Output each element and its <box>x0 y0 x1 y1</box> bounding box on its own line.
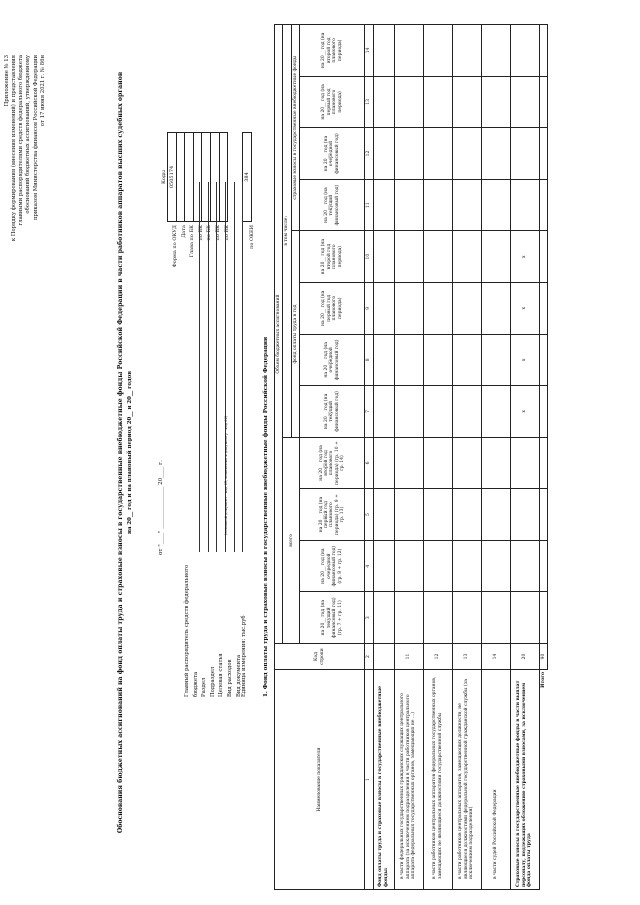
value-cell <box>481 386 510 438</box>
value-cell <box>481 25 510 77</box>
volume-header: Объем бюджетных ассигнований <box>275 25 283 644</box>
value-cell <box>394 437 423 489</box>
total-cell <box>539 128 547 180</box>
value-cell: x <box>510 282 539 334</box>
value-cell <box>394 231 423 283</box>
value-cell <box>452 128 481 180</box>
unit-of-measure: Единица измерения: тыс.руб <box>241 615 247 697</box>
value-cell <box>423 25 452 77</box>
code-label: Дата <box>180 225 187 238</box>
value-cell <box>452 76 481 128</box>
codes-header: Коды <box>160 170 167 184</box>
value-cell <box>394 489 423 541</box>
appendix-line: обоснований бюджетных ассигнований, утвержденному <box>25 55 32 214</box>
value-cell <box>452 282 481 334</box>
value-cell <box>373 25 394 77</box>
document-title: Обоснования бюджетных ассигнований на фонд оплаты труда и страховые взносы в государственные внебюджетные фонды Российской Федерации в части работников аппаратов высших судебных органов <box>117 71 124 834</box>
row-name: Фонд оплаты труда и страховые взносы в государственные внебюджетные фонды: <box>373 670 394 890</box>
value-cell <box>510 128 539 180</box>
year-header: на 20__ год (на первый год планового периода) (гр. 9 + гр. 13) <box>300 489 365 541</box>
header-field-label: Главный распорядитель средств федерального бюджета <box>184 564 199 697</box>
column-number: 4 <box>365 540 373 592</box>
value-cell <box>373 128 394 180</box>
value-cell <box>423 282 452 334</box>
column-number: 5 <box>365 489 373 541</box>
code-label: по БК <box>197 225 204 241</box>
row-code: 12 <box>423 644 452 670</box>
insurance-header: страховые взносы в государственные внебюджетные фонды <box>291 25 299 231</box>
okei-value: 384 <box>243 133 252 222</box>
header-field-row <box>200 182 209 697</box>
row-name: в части работников центральных аппаратов, замещающих должности, не являющиеся должностями федеральной государственной гражданской службы (за исключением подразделения) <box>452 670 481 890</box>
value-cell <box>394 282 423 334</box>
year-header: на 20__ год (на второй год планового периода) <box>300 25 365 77</box>
value-cell <box>481 231 510 283</box>
value-cell <box>373 437 394 489</box>
total-label: Итого <box>540 672 546 688</box>
code-label: по БК <box>206 225 213 241</box>
column-number: 6 <box>365 437 373 489</box>
code-label: по БК <box>223 225 230 241</box>
value-cell <box>510 592 539 644</box>
table-row <box>423 25 452 890</box>
header-field-line <box>192 182 200 552</box>
total-cell <box>539 540 547 592</box>
value-cell <box>373 540 394 592</box>
header-field-label: Вид документа <box>235 654 242 697</box>
appendix-line: от 17 июня 2021 г. № 86н <box>39 55 46 127</box>
value-cell <box>481 437 510 489</box>
col-name-header: Наименование показателя <box>275 670 365 890</box>
section-title: 1. Фонд оплаты труда и страховые взносы в государственные внебюджетные фонды Российской Федерации <box>263 336 269 697</box>
header-field-line <box>209 182 217 552</box>
value-cell <box>510 76 539 128</box>
value-cell <box>510 540 539 592</box>
code-label: Глава по БК <box>189 225 196 258</box>
value-cell <box>452 179 481 231</box>
value-cell <box>481 592 510 644</box>
value-cell <box>373 489 394 541</box>
header-field-label: Раздел <box>201 677 208 697</box>
value-cell <box>481 489 510 541</box>
year-header: на 20__ год (на текущий финансовый год) <box>300 179 365 231</box>
row-name: Страховые взносы в государственные внебюджетные фонды в части выплат персоналу, подлежащих обложению страховыми взносами, за исключением фонда оплаты труда <box>510 670 539 890</box>
value-cell <box>394 76 423 128</box>
code-value: 0505174 <box>168 133 177 222</box>
value-cell <box>510 179 539 231</box>
value-cell: x <box>510 386 539 438</box>
value-cell <box>373 334 394 386</box>
total-header: всего <box>283 437 300 643</box>
year-header: на 20__ год (на очередной финансовый год) <box>300 128 365 180</box>
column-number: 12 <box>365 128 373 180</box>
value-cell <box>394 25 423 77</box>
row-code: 14 <box>481 644 510 670</box>
value-cell: x <box>510 231 539 283</box>
table-row <box>510 25 539 890</box>
column-number: 2 <box>365 644 373 670</box>
year-header: на 20__ год (на текущий финансовый год) <box>300 386 365 438</box>
appendix-line: Приложение № 13 <box>4 55 10 107</box>
including-header: в том числе: <box>283 25 291 438</box>
value-cell <box>423 128 452 180</box>
value-cell <box>481 282 510 334</box>
document-period: на 20__ год и на плановый период 20__ и 20__ годов <box>127 371 133 534</box>
document-date-line: от "____" _______________ 20____ г. <box>158 460 164 555</box>
row-code: 11 <box>394 644 423 670</box>
year-header: на 20__ год (на первый год планового периода) <box>300 282 365 334</box>
column-number: 1 <box>365 670 373 890</box>
row-name: в части федеральных государственных гражданских служащих центрального аппарата (за исключением подразделения в части работников центрального аппарата федеральных государственных органов, замещающих не ...) <box>394 670 423 890</box>
value-cell <box>452 437 481 489</box>
total-cell <box>539 179 547 231</box>
budget-table <box>274 24 548 890</box>
year-header: на 20__ год (на первый год планового периода) <box>300 76 365 128</box>
value-cell <box>481 76 510 128</box>
column-number: 14 <box>365 25 373 77</box>
value-cell <box>373 282 394 334</box>
value-cell <box>373 386 394 438</box>
header-fields <box>183 182 243 697</box>
total-cell <box>539 25 547 77</box>
value-cell <box>423 437 452 489</box>
value-cell <box>452 231 481 283</box>
column-number: 11 <box>365 179 373 231</box>
value-cell <box>373 592 394 644</box>
year-header: на 20__ год (на очередной финансовый год) <box>300 334 365 386</box>
header-field-row <box>183 182 200 697</box>
total-cell <box>539 386 547 438</box>
year-header: на 20__ год (на очередной финансовый год) (гр. 8 + гр. 12) <box>300 540 365 592</box>
column-number: 7 <box>365 386 373 438</box>
total-cell <box>539 437 547 489</box>
value-cell <box>423 592 452 644</box>
okei-label: по ОКЕИ <box>249 225 256 249</box>
document-type-hint: (основной документ - код 01; изменения к документу - код 02) <box>224 415 228 535</box>
total-cell <box>539 76 547 128</box>
value-cell <box>481 128 510 180</box>
value-cell <box>510 437 539 489</box>
value-cell <box>510 25 539 77</box>
appendix-line: главными распорядителями средств федерального бюджета <box>18 55 25 226</box>
header-field-row <box>209 182 218 697</box>
value-cell <box>423 540 452 592</box>
row-code: 20 <box>510 644 539 670</box>
header-field-line <box>201 182 209 552</box>
value-cell: x <box>510 334 539 386</box>
row-code <box>373 644 394 670</box>
value-cell <box>373 179 394 231</box>
total-cell <box>539 592 547 644</box>
value-cell <box>452 334 481 386</box>
total-cell <box>539 231 547 283</box>
row-name: в части судей Российской Федерации <box>481 670 510 890</box>
value-cell <box>452 489 481 541</box>
table-row <box>481 25 510 890</box>
header-field-label: Вид расходов <box>226 659 233 697</box>
value-cell <box>394 179 423 231</box>
code-label: по БК <box>214 225 221 241</box>
year-header: на 20__ год (на текущий финансовый год) (гр. 7 + гр. 11) <box>300 592 365 644</box>
value-cell <box>373 231 394 283</box>
appendix-note <box>4 55 47 241</box>
value-cell <box>510 489 539 541</box>
appendix-line: к Порядку формирования (внесения изменений) и представления <box>11 55 18 242</box>
value-cell <box>481 179 510 231</box>
value-cell <box>452 386 481 438</box>
year-header: на 20__ год (на второй год планового периода) <box>300 231 365 283</box>
column-number: 9 <box>365 282 373 334</box>
value-cell <box>452 25 481 77</box>
total-cell <box>539 334 547 386</box>
column-number: 8 <box>365 334 373 386</box>
value-cell <box>452 592 481 644</box>
table-row <box>452 25 481 890</box>
header-field-line <box>235 182 243 552</box>
value-cell <box>423 386 452 438</box>
col-code-header: Код строки <box>275 644 365 670</box>
column-number: 3 <box>365 592 373 644</box>
value-cell <box>423 76 452 128</box>
total-cell <box>539 489 547 541</box>
row-name: в части работников центральных аппаратов федеральных государственных органов, замещающих не являющиеся должностями государственной службы <box>423 670 452 890</box>
header-field-label: Подраздел <box>209 666 216 697</box>
value-cell <box>394 540 423 592</box>
fot-header: фонд оплаты труда в год <box>291 231 299 437</box>
total-row <box>539 25 547 890</box>
total-cell <box>539 282 547 334</box>
table-row <box>373 25 394 890</box>
value-cell <box>394 334 423 386</box>
value-cell <box>394 128 423 180</box>
value-cell <box>481 334 510 386</box>
code-label: Форма по ОКУД <box>172 225 178 268</box>
appendix-line: приказом Министерства финансов Российской Федерации <box>32 55 39 221</box>
value-cell <box>423 179 452 231</box>
value-cell <box>423 231 452 283</box>
total-code: 90 <box>539 644 547 670</box>
value-cell <box>394 386 423 438</box>
table-row <box>394 25 423 890</box>
header-field-label: Целевая статья <box>218 653 225 697</box>
value-cell <box>373 76 394 128</box>
column-number: 10 <box>365 231 373 283</box>
value-cell <box>481 540 510 592</box>
year-header: на 20__ год (на второй год планового периода) (гр. 10 + гр. 14) <box>300 437 365 489</box>
value-cell <box>394 592 423 644</box>
value-cell <box>423 334 452 386</box>
value-cell <box>452 540 481 592</box>
row-code: 13 <box>452 644 481 670</box>
column-number: 13 <box>365 76 373 128</box>
value-cell <box>423 489 452 541</box>
